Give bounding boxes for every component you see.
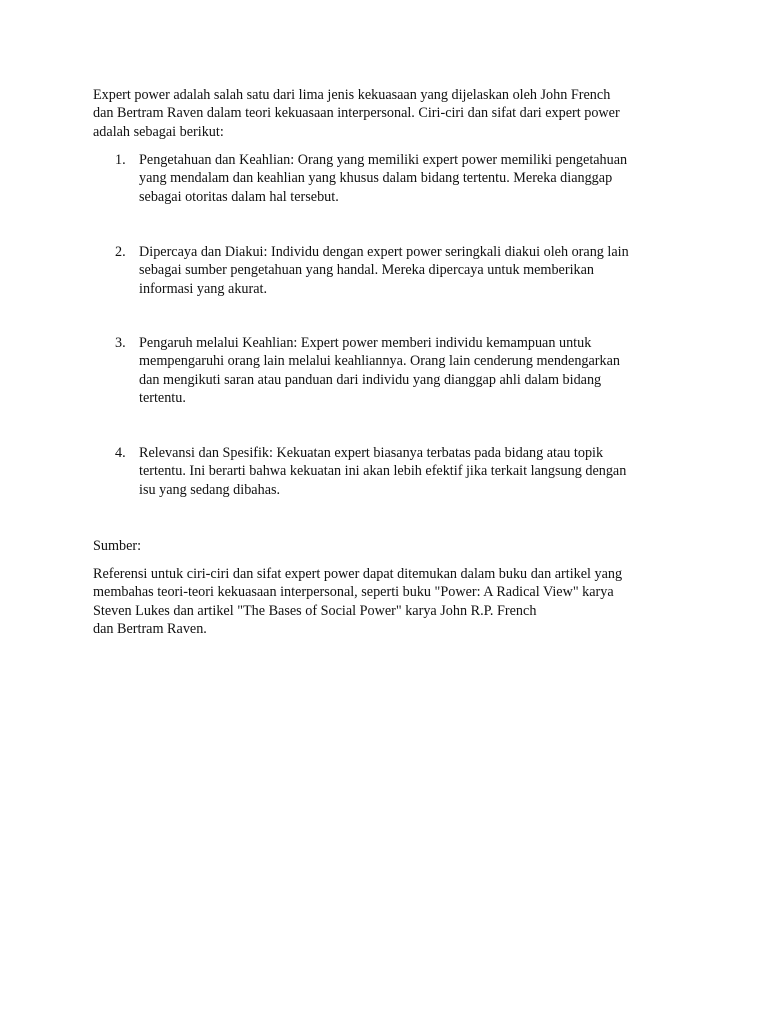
intro-line: Expert power adalah salah satu dari lima jenis kekuasaan yang dijelaskan oleh John French (93, 87, 611, 103)
list-number: 4. (115, 445, 126, 461)
list-item-text (139, 444, 685, 499)
list-number: 3. (115, 335, 126, 351)
list-item-text (139, 151, 685, 206)
list-number: 2. (115, 244, 126, 260)
intro-line: adalah sebagai berikut: (93, 123, 224, 140)
list-line: Pengaruh melalui Keahlian: Expert power memberi individu kemampuan untuk (139, 335, 592, 351)
reference-line: Steven Lukes dan artikel "The Bases of Social Power" karya John R.P. French (93, 602, 537, 619)
list-number: 1. (115, 152, 126, 168)
list-line: Relevansi dan Spesifik: Kekuatan expert biasanya terbatas pada bidang atau topik (139, 445, 604, 461)
list-line: informasi yang akurat. (139, 280, 268, 297)
reference-line: dan Bertram Raven. (93, 620, 207, 637)
list-line: Pengetahuan dan Keahlian: Orang yang memiliki expert power memiliki pengetahuan (139, 152, 628, 168)
list-line: dan mengikuti saran atau panduan dari individu yang dianggap ahli dalam bidang (139, 371, 602, 388)
list-line: sebagai sumber pengetahuan yang handal. Mereka dipercaya untuk memberikan (139, 262, 595, 279)
reference-paragraph (93, 565, 683, 638)
list-line: isu yang sedang dibahas. (139, 481, 281, 498)
list-item-text (139, 334, 685, 407)
list-line: tertentu. (139, 389, 186, 406)
list-line: sebagai otoritas dalam hal tersebut. (139, 188, 339, 205)
reference-line: membahas teori-teori kekuasaan interpersonal, seperti buku "Power: A Radical View" karya (93, 584, 614, 601)
intro-line: dan Bertram Raven dalam teori kekuasaan interpersonal. Ciri-ciri dan sifat dari expert power (93, 105, 620, 122)
list-line: yang mendalam dan keahlian yang khusus dalam bidang tertentu. Mereka dianggap (139, 170, 613, 187)
sumber-label: Sumber: (93, 538, 142, 554)
list-line: Dipercaya dan Diakui: Individu dengan expert power seringkali diakui oleh orang lain (139, 244, 629, 260)
list-line: tertentu. Ini berarti bahwa kekuatan ini akan lebih efektif jika terkait langsung dengan (139, 463, 627, 480)
intro-paragraph (93, 86, 683, 141)
reference-line: Referensi untuk ciri-ciri dan sifat expert power dapat ditemukan dalam buku dan artikel yang (93, 566, 623, 582)
list-item-text (139, 243, 685, 298)
list-line: mempengaruhi orang lain melalui keahliannya. Orang lain cenderung mendengarkan (139, 353, 621, 370)
